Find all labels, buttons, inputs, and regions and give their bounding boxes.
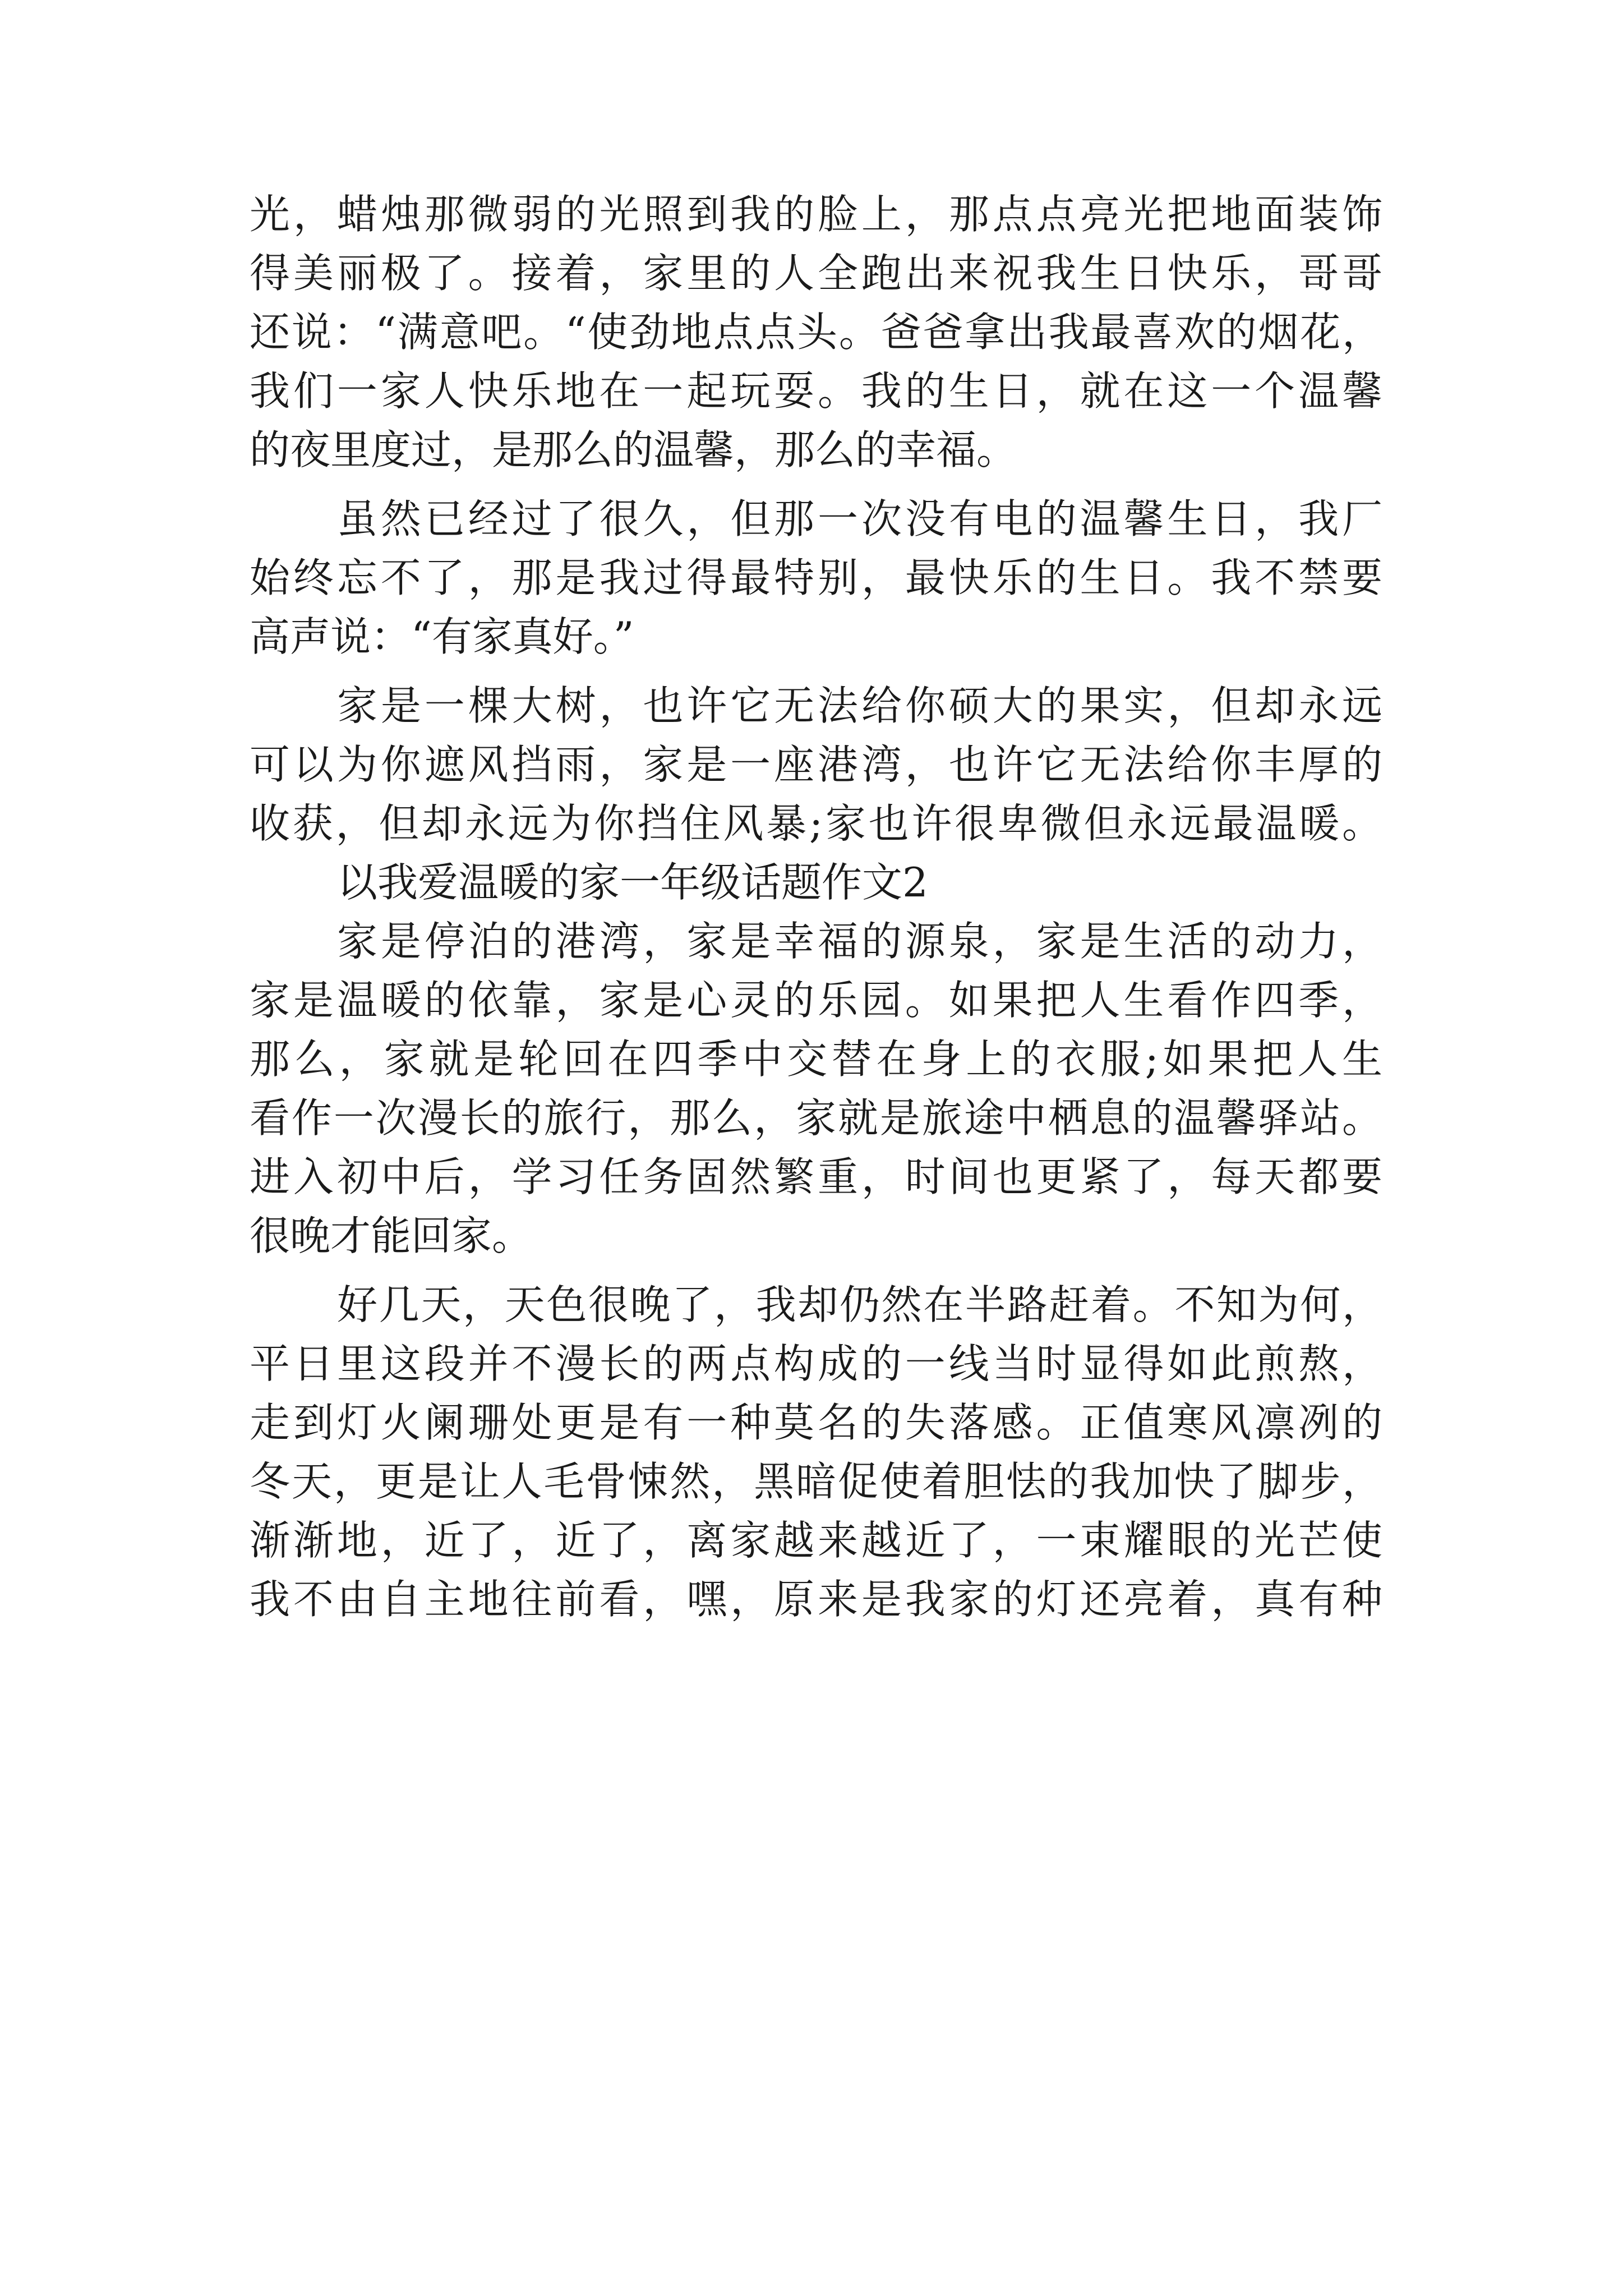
text-line: 高声说：“有家真好。”	[250, 613, 634, 660]
text-line: 平日里这段并不漫长的两点构成的一线当时显得如此煎熬，	[250, 1340, 1382, 1387]
text-line: 收获，但却永远为你挡住风暴;家也许很卑微但永远最温暖。	[250, 800, 1382, 847]
text-line: 我不由自主地往前看，嘿，原来是我家的灯还亮着，真有种	[250, 1576, 1382, 1623]
text-line: 很晚才能回家。	[250, 1212, 533, 1259]
text-line: 可以为你遮风挡雨，家是一座港湾，也许它无法给你丰厚的	[250, 741, 1382, 788]
text-line: 看作一次漫长的旅行，那么，家就是旅途中栖息的温馨驿站。	[250, 1094, 1382, 1142]
text-line: 那么，家就是轮回在四季中交替在身上的衣服;如果把人生	[250, 1036, 1382, 1083]
text-line: 家是温暖的依靠，家是心灵的乐园。如果把人生看作四季，	[250, 977, 1382, 1024]
text-line: 进入初中后，学习任务固然繁重，时间也更紧了，每天都要	[250, 1153, 1382, 1200]
text-line: 我们一家人快乐地在一起玩耍。我的生日，就在这一个温馨	[250, 367, 1382, 415]
text-line: 走到灯火阑珊处更是有一种莫名的失落感。正值寒风凛冽的	[250, 1399, 1382, 1446]
text-line: 光，蜡烛那微弱的光照到我的脸上，那点点亮光把地面装饰	[250, 191, 1382, 238]
text-line: 得美丽极了。接着，家里的人全跑出来祝我生日快乐，哥哥	[250, 250, 1382, 297]
essay-body	[250, 185, 1382, 1629]
paragraph	[250, 490, 1382, 666]
paragraph	[250, 677, 1382, 853]
paragraph	[250, 185, 1382, 480]
essay-title-text: 以我爱温暖的家一年级话题作文2	[337, 859, 928, 906]
text-line: 虽然已经过了很久，但那一次没有电的温馨生日，我厂	[337, 495, 1382, 542]
paragraph	[250, 912, 1382, 1266]
text-line: 渐渐地，近了，近了，离家越来越近了，一束耀眼的光芒使	[250, 1517, 1382, 1564]
text-line: 的夜里度过，是那么的温馨，那么的幸福。	[250, 426, 1017, 473]
text-line: 还说：“满意吧。“使劲地点点头。爸爸拿出我最喜欢的烟花，	[250, 309, 1382, 356]
essay-title	[250, 853, 1382, 912]
text-line: 始终忘不了，那是我过得最特别，最快乐的生日。我不禁要	[250, 554, 1382, 601]
text-line: 冬天，更是让人毛骨悚然，黑暗促使着胆怯的我加快了脚步，	[250, 1458, 1382, 1505]
text-line: 家是一棵大树，也许它无法给你硕大的果实，但却永远	[337, 682, 1382, 729]
text-line: 好几天，天色很晚了，我却仍然在半路赶着。不知为何，	[337, 1281, 1382, 1328]
paragraph	[250, 1276, 1382, 1629]
text-line: 家是停泊的港湾，家是幸福的源泉，家是生活的动力，	[337, 918, 1382, 965]
